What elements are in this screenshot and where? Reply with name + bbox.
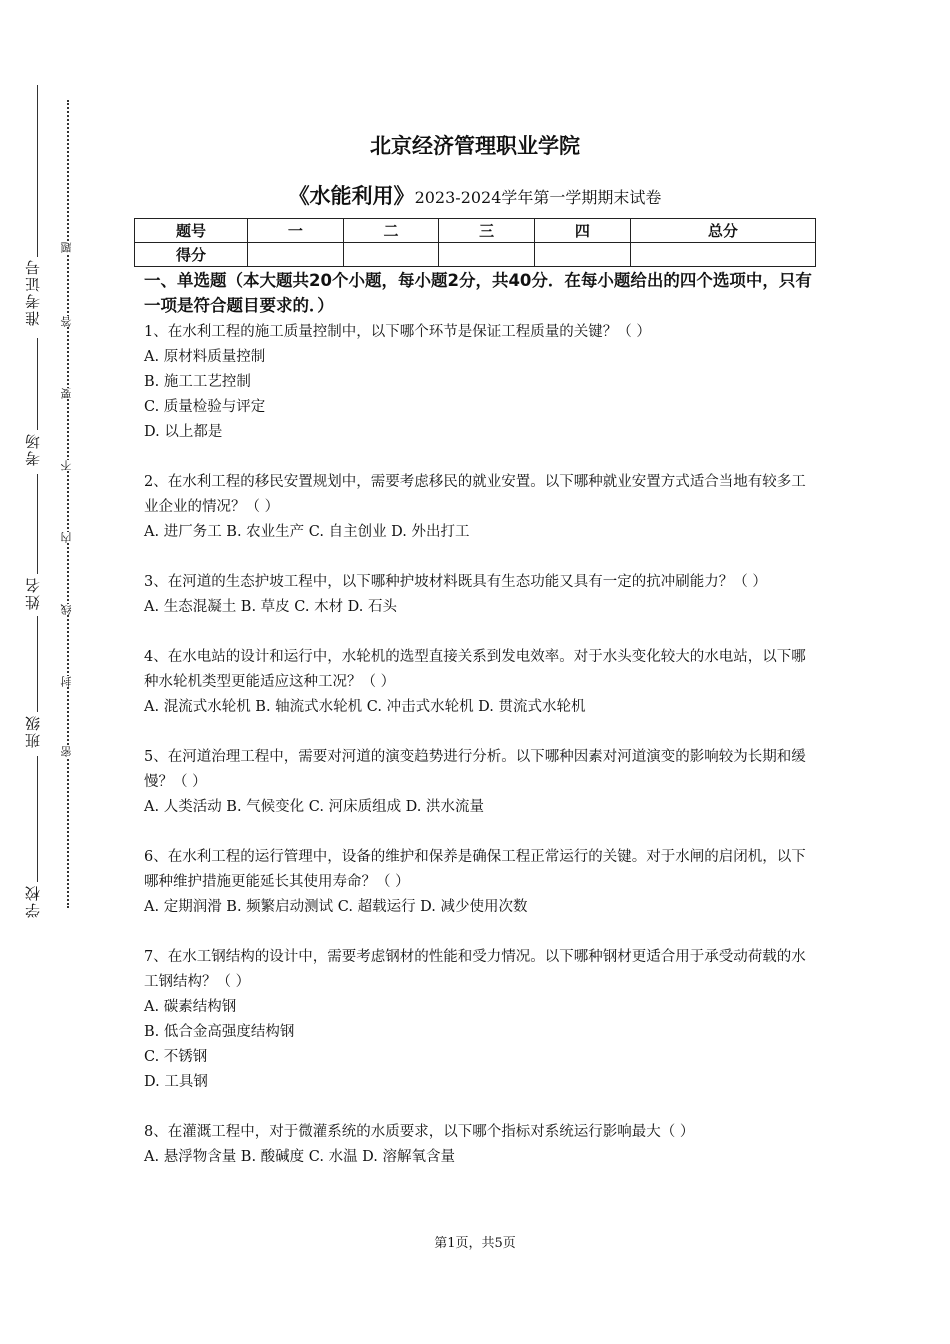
binding-line [37, 756, 38, 882]
page-footer: 第1页，共5页 [434, 1236, 516, 1251]
option-line: A. 人类活动 B. 气候变化 C. 河床质组成 D. 洪水流量 [144, 799, 485, 815]
question-stem: 6、在水利工程的运行管理中，设备的维护和保养是确保工程正常运行的关键。对于水闸的启闭机，以下哪种维护措施更能延长其使用寿命？（ ） [144, 849, 806, 890]
question-1 [144, 320, 820, 445]
score-input-cell[interactable] [535, 243, 631, 267]
option: A. 原材料质量控制 [144, 349, 266, 365]
binding-line [37, 338, 38, 430]
score-input-cell[interactable] [439, 243, 535, 267]
question-7 [144, 945, 820, 1095]
table-cell: 得分 [135, 243, 248, 267]
school-label: 学校 [24, 884, 42, 918]
option: A. 碳素结构钢 [144, 999, 237, 1015]
name-label: 姓名 [24, 576, 42, 610]
score-table [134, 218, 816, 267]
exam-number-label: 准考证号 [24, 258, 42, 326]
option-line: A. 定期润滑 B. 频繁启动测试 C. 超载运行 D. 减少使用次数 [144, 899, 528, 915]
score-table-header-row [135, 219, 816, 243]
question-5 [144, 745, 820, 820]
question-stem: 3、在河道的生态护坡工程中，以下哪种护坡材料既具有生态功能又具有一定的抗冲刷能力？（ ） [144, 574, 767, 590]
exam-subtitle [0, 180, 950, 210]
seal-word: 要 [60, 388, 73, 399]
binding-line [37, 85, 38, 257]
option: D. 以上都是 [144, 424, 223, 440]
class-label: 班级 [24, 714, 42, 748]
score-input-cell[interactable] [630, 243, 815, 267]
table-cell: 二 [343, 219, 439, 243]
option: C. 质量检验与评定 [144, 399, 266, 415]
seal-word: 线 [60, 604, 73, 615]
seal-dotted-line [67, 100, 69, 908]
score-input-cell[interactable] [248, 243, 344, 267]
seal-word: 封 [60, 676, 73, 687]
question-8 [144, 1120, 820, 1170]
option: D. 工具钢 [144, 1074, 208, 1090]
seal-word: 内 [60, 532, 73, 543]
option-line: A. 进厂务工 B. 农业生产 C. 自主创业 D. 外出打工 [144, 524, 470, 540]
exam-room-label: 考场 [24, 432, 42, 466]
table-cell: 总分 [630, 219, 815, 243]
option-line: A. 生态混凝土 B. 草皮 C. 木材 D. 石头 [144, 599, 398, 615]
score-input-cell[interactable] [343, 243, 439, 267]
school-title: 北京经济管理职业学院 [370, 134, 580, 158]
table-cell: 一 [248, 219, 344, 243]
question-stem: 5、在河道治理工程中，需要对河道的演变趋势进行分析。以下哪种因素对河道演变的影响较为长期和缓慢？（ ） [144, 749, 806, 790]
question-stem: 1、在水利工程的施工质量控制中，以下哪个环节是保证工程质量的关键？（ ） [144, 324, 651, 340]
seal-word: 不 [60, 460, 73, 471]
question-stem: 8、在灌溉工程中，对于微灌系统的水质要求，以下哪个指标对系统运行影响最大（ ） [144, 1124, 695, 1140]
seal-word: 题 [60, 242, 73, 253]
section-title: 一、单选题（本大题共20个小题，每小题2分，共40分．在每小题给出的四个选项中，只有一项是符合题目要求的．） [144, 271, 812, 315]
exam-term: 2023-2024学年第一学期期末试卷 [414, 188, 662, 207]
table-cell: 题号 [135, 219, 248, 243]
seal-word: 密 [60, 746, 73, 757]
option: B. 低合金高强度结构钢 [144, 1024, 295, 1040]
option-line: A. 悬浮物含量 B. 酸碱度 C. 水温 D. 溶解氧含量 [144, 1149, 456, 1165]
question-2 [144, 470, 820, 545]
question-stem: 7、在水工钢结构的设计中，需要考虑钢材的性能和受力情况。以下哪种钢材更适合用于承受动荷载的水工钢结构？（ ） [144, 949, 806, 990]
seal-word: 答 [60, 316, 73, 327]
question-4 [144, 645, 820, 720]
table-cell: 四 [535, 219, 631, 243]
option-line: A. 混流式水轮机 B. 轴流式水轮机 C. 冲击式水轮机 D. 贯流式水轮机 [144, 699, 586, 715]
table-cell: 三 [439, 219, 535, 243]
exam-content [144, 268, 820, 1170]
binding-line [37, 616, 38, 712]
question-stem: 4、在水电站的设计和运行中，水轮机的选型直接关系到发电效率。对于水头变化较大的水电站，以下哪种水轮机类型更能适应这种工况？（ ） [144, 649, 806, 690]
question-3 [144, 570, 820, 620]
question-6 [144, 845, 820, 920]
option: B. 施工工艺控制 [144, 374, 251, 390]
option: C. 不锈钢 [144, 1049, 208, 1065]
course-name: 《水能利用》 [288, 184, 415, 208]
binding-line [37, 474, 38, 574]
question-stem: 2、在水利工程的移民安置规划中，需要考虑移民的就业安置。以下哪种就业安置方式适合当地有较多工业企业的情况？（ ） [144, 474, 806, 515]
score-table-score-row [135, 243, 816, 267]
